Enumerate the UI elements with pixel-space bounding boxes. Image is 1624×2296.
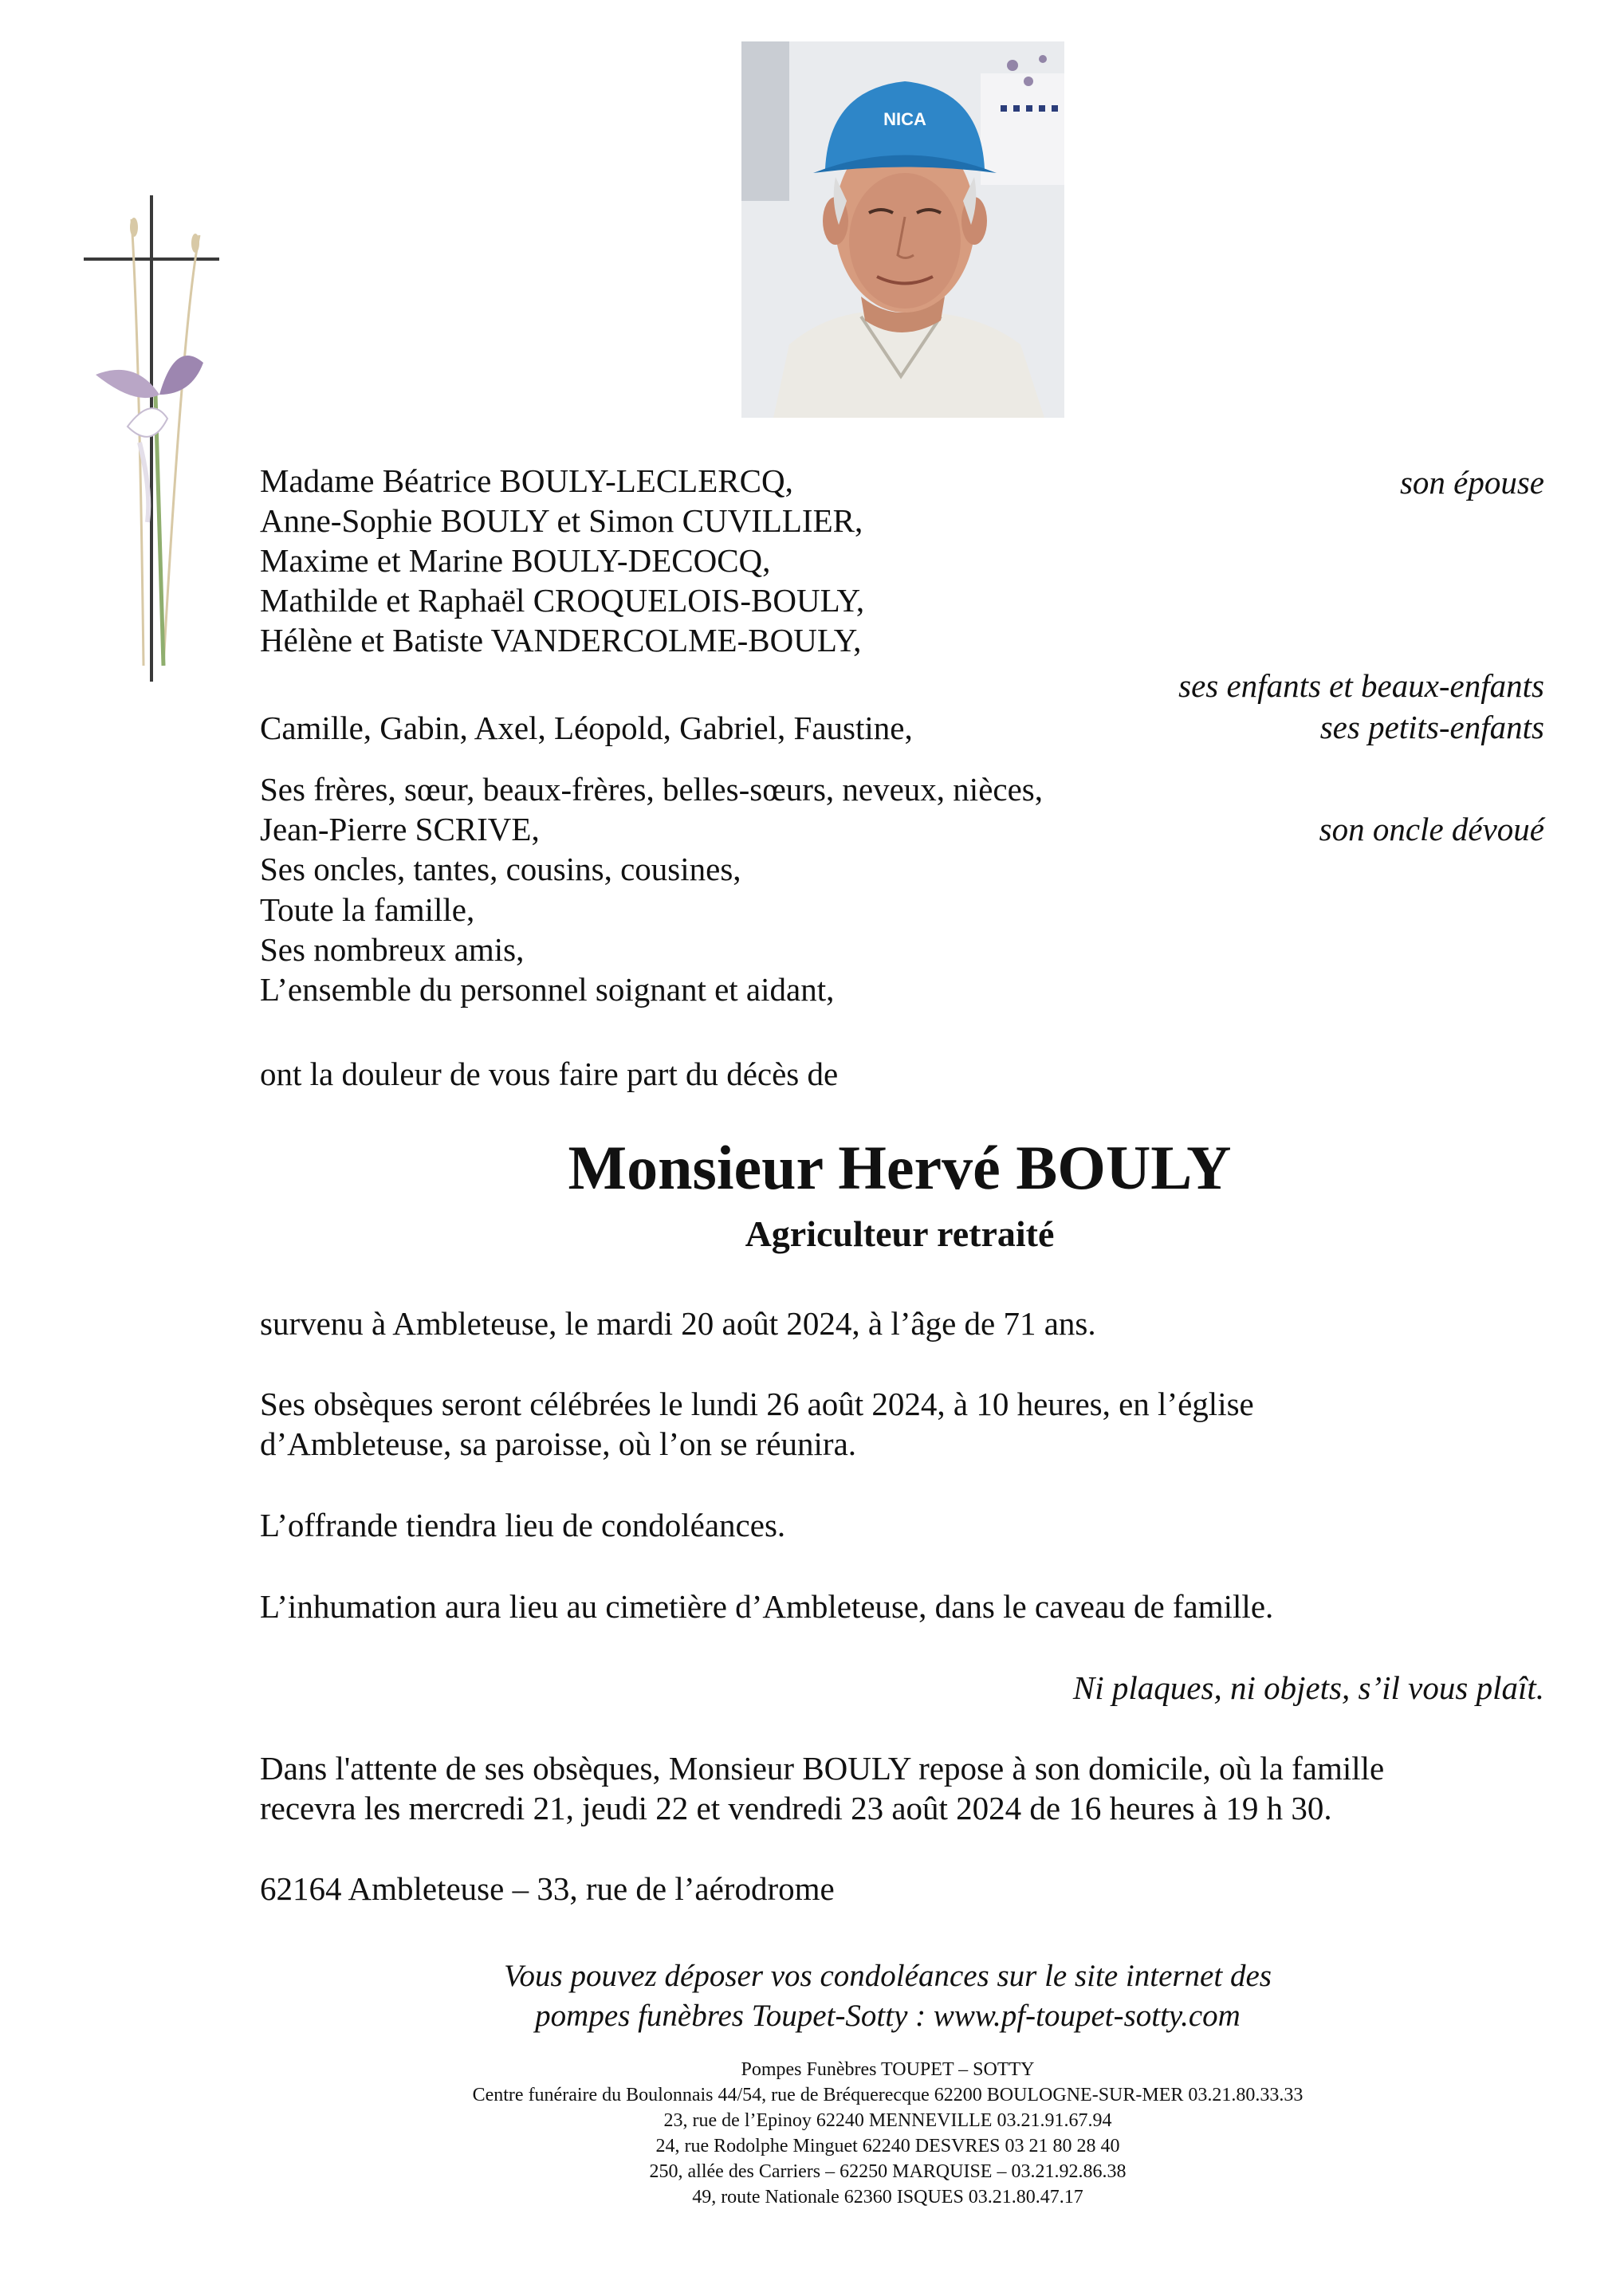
funeral-home-location: 250, allée des Carriers – 62250 MARQUISE – 03.21.92.86.38 — [649, 2161, 1127, 2182]
family-line-4: Mathilde et Raphaël CROQUELOIS-BOULY, — [260, 582, 865, 619]
family-line-5: Hélène et Batiste VANDERCOLME-BOULY, — [260, 622, 862, 659]
condolences-line-2: pompes funèbres Toupet-Sotty : www.pf-toupet-sotty.com — [535, 1999, 1241, 2033]
funeral-home-location: 24, rue Rodolphe Minguet 62240 DESVRES 03 21 80 28 40 — [655, 2136, 1120, 2156]
burial-info: L’inhumation aura lieu au cimetière d’Ambleteuse, dans le caveau de famille. — [260, 1588, 1274, 1625]
offering-info: L’offrande tiendra lieu de condoléances. — [260, 1507, 786, 1543]
funeral-home-location: 49, route Nationale 62360 ISQUES 03.21.80.47.17 — [692, 2187, 1083, 2208]
funeral-info-2: d’Ambleteuse, sa paroisse, où l’on se réunira. — [260, 1425, 857, 1462]
family-line-11: Ses nombreux amis, — [260, 931, 525, 968]
family-line-9: Ses oncles, tantes, cousins, cousines, — [260, 851, 741, 887]
rest-info-1: Dans l'attente de ses obsèques, Monsieur BOULY repose à son domicile, où la famille — [260, 1750, 1385, 1787]
family-line-7: Ses frères, sœur, beaux-frères, belles-sœurs, neveux, nièces, — [260, 771, 1043, 808]
family-line-8: Jean-Pierre SCRIVE, — [260, 811, 540, 847]
relation-spouse: son épouse — [1399, 464, 1544, 501]
deceased-name: Monsieur Hervé BOULY — [568, 1133, 1232, 1202]
deceased-profession: Agriculteur retraité — [745, 1213, 1055, 1254]
no-plaques-note: Ni plaques, ni objets, s’il vous plaît. — [1072, 1669, 1544, 1706]
relation-grandchildren: ses petits-enfants — [1319, 709, 1544, 745]
funeral-home-location: 23, rue de l’Epinoy 62240 MENNEVILLE 03.21.91.67.94 — [663, 2110, 1112, 2131]
relation-uncle: son oncle dévoué — [1319, 811, 1544, 847]
relation-children: ses enfants et beaux-enfants — [1178, 667, 1544, 704]
family-line-12: L’ensemble du personnel soignant et aidant, — [260, 971, 835, 1008]
family-line-6: Camille, Gabin, Axel, Léopold, Gabriel, Faustine, — [260, 710, 913, 746]
funeral-home-location: Centre funéraire du Boulonnais 44/54, rue de Bréquerecque 62200 BOULOGNE-SUR-MER 03.21.80.33.33 — [472, 2085, 1304, 2105]
announcement: ont la douleur de vous faire part du décès de — [260, 1056, 839, 1092]
home-address: 62164 Ambleteuse – 33, rue de l’aérodrome — [260, 1870, 835, 1907]
cap-logo-text: NICA — [883, 109, 926, 129]
family-line-10: Toute la famille, — [260, 891, 475, 928]
family-line-1: Madame Béatrice BOULY-LECLERCQ, — [260, 462, 793, 499]
funeral-home-name: Pompes Funèbres TOUPET – SOTTY — [741, 2059, 1035, 2080]
funeral-info-1: Ses obsèques seront célébrées le lundi 26 août 2024, à 10 heures, en l’église — [260, 1386, 1254, 1422]
family-line-3: Maxime et Marine BOULY-DECOCQ, — [260, 542, 771, 579]
portrait-photo — [741, 41, 1064, 418]
rest-info-2: recevra les mercredi 21, jeudi 22 et vendredi 23 août 2024 de 16 heures à 19 h 30. — [260, 1790, 1332, 1826]
family-line-2: Anne-Sophie BOULY et Simon CUVILLIER, — [260, 502, 863, 539]
death-info: survenu à Ambleteuse, le mardi 20 août 2024, à l’âge de 71 ans. — [260, 1305, 1096, 1342]
cross-lily-illustration — [64, 187, 239, 690]
condolences-line-1: Vous pouvez déposer vos condoléances sur le site internet des — [504, 1959, 1272, 1993]
